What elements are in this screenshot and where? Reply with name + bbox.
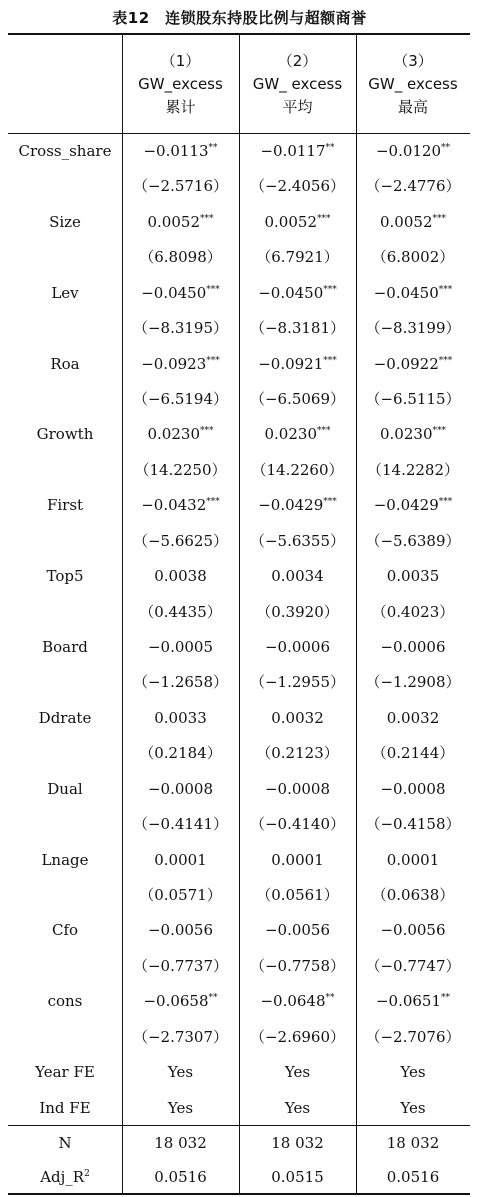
table-cell xyxy=(122,878,239,913)
table-cell xyxy=(356,1126,470,1161)
table-cell-text: −0.0432 xyxy=(141,496,207,515)
table-cell-text: 0.0033 xyxy=(154,708,207,727)
table-cell xyxy=(122,169,239,204)
significance-stars: *** xyxy=(432,426,446,437)
table-cell-text: −0.0923 xyxy=(141,354,207,373)
table-cell-text: （−5.6389） xyxy=(365,531,461,550)
table-cell xyxy=(122,382,239,417)
row-label xyxy=(8,240,122,275)
row-label xyxy=(8,949,122,984)
table-row xyxy=(8,1055,470,1090)
row-label-text: Ddrate xyxy=(38,708,92,727)
significance-stars: *** xyxy=(206,284,220,295)
table-cell-text: （−0.7758） xyxy=(249,956,346,975)
table-cell-text: −0.0056 xyxy=(147,921,214,940)
table-cell-text: −0.0922 xyxy=(373,354,439,373)
table-cell-text: −0.0008 xyxy=(264,779,331,798)
table-cell-text: （6.8002） xyxy=(371,248,455,267)
table-cell xyxy=(122,595,239,630)
table-cell-text: Yes xyxy=(167,1098,194,1117)
table-cell-text: （−2.7076） xyxy=(365,1027,461,1046)
table-row-tstat xyxy=(8,1020,470,1055)
table-row-tstat xyxy=(8,453,470,488)
column-header xyxy=(122,50,239,122)
table-cell-text: 0.0034 xyxy=(271,567,324,586)
table-cell xyxy=(356,488,470,523)
table-cell xyxy=(239,169,356,204)
table-cell xyxy=(239,240,356,275)
table-cell-text: （−5.6355） xyxy=(249,531,346,550)
table-cell-text: （−2.6960） xyxy=(249,1027,346,1046)
column-number: （2） xyxy=(277,52,318,70)
table-cell xyxy=(356,949,470,984)
table-cell xyxy=(122,311,239,346)
table-cell-text: −0.0008 xyxy=(147,779,214,798)
table-row xyxy=(8,488,470,523)
table-cell-text: （−8.3195） xyxy=(132,319,229,338)
table-cell xyxy=(239,1091,356,1126)
table-row xyxy=(8,630,470,665)
table-cell-text: （−8.3181） xyxy=(249,319,346,338)
table-cell-text: （−6.5194） xyxy=(132,390,229,408)
table-cell xyxy=(122,205,239,240)
table-row-tstat xyxy=(8,878,470,913)
row-label xyxy=(8,843,122,878)
row-label xyxy=(8,205,122,240)
table-cell-text: 0.0230 xyxy=(147,425,200,444)
table-cell-text: （−1.2955） xyxy=(249,673,346,692)
row-label xyxy=(8,701,122,736)
table-cell-text: （−1.2658） xyxy=(132,673,229,692)
table-cell-text: −0.0005 xyxy=(147,638,214,657)
table-row xyxy=(8,772,470,807)
row-label-text: Lnage xyxy=(41,850,89,869)
significance-stars: *** xyxy=(317,213,331,224)
row-label xyxy=(8,630,122,665)
table-cell-text: 0.0052 xyxy=(147,212,200,231)
table-cell-text: （−8.3199） xyxy=(365,319,461,338)
table-cell xyxy=(239,772,356,807)
row-label xyxy=(8,1020,122,1055)
table-row xyxy=(8,205,470,240)
row-label-text: Cross_share xyxy=(18,142,112,160)
table-row-tstat xyxy=(8,665,470,700)
table-cell-text: （−0.4140） xyxy=(249,815,346,834)
row-label xyxy=(8,488,122,523)
row-label-text: cons xyxy=(47,992,83,1011)
table-row-tstat xyxy=(8,524,470,559)
table-cell-text: （14.2282） xyxy=(366,460,460,479)
row-label-text: Cfo xyxy=(51,921,79,940)
row-label xyxy=(8,524,122,559)
row-label-text: N xyxy=(58,1134,72,1152)
column-method: 平均 xyxy=(282,98,313,116)
table-cell-text: （−0.7747） xyxy=(365,956,461,975)
row-label-text: Size xyxy=(49,212,81,231)
table-title: 表12 连锁股东持股比例与超额商誉 xyxy=(112,9,367,27)
table-cell-text: （0.2123） xyxy=(256,744,339,763)
row-label xyxy=(8,1091,122,1126)
table-cell-text: （0.2144） xyxy=(371,744,455,763)
table-cell xyxy=(356,1160,470,1195)
table-cell xyxy=(356,665,470,700)
table-cell xyxy=(356,878,470,913)
row-label xyxy=(8,913,122,948)
table-cell xyxy=(122,772,239,807)
significance-stars: *** xyxy=(317,426,331,437)
table-cell xyxy=(356,134,470,169)
table-cell-text: 0.0516 xyxy=(154,1168,207,1186)
table-cell-text: （14.2250） xyxy=(134,460,227,479)
significance-stars: ** xyxy=(208,993,218,1004)
table-cell-text: −0.0006 xyxy=(264,638,331,657)
table-cell-text: （0.0571） xyxy=(139,886,222,905)
row-label xyxy=(8,736,122,771)
row-label-text: Board xyxy=(42,638,88,657)
table-cell-text: −0.0113 xyxy=(143,142,209,160)
significance-stars: *** xyxy=(323,284,337,295)
table-cell-text: （0.4023） xyxy=(371,602,455,621)
table-cell xyxy=(122,1055,239,1090)
table-cell xyxy=(239,453,356,488)
table-cell xyxy=(239,913,356,948)
table-row xyxy=(8,913,470,948)
table-cell xyxy=(239,1055,356,1090)
table-cell xyxy=(356,984,470,1019)
table-cell-text: Yes xyxy=(400,1063,426,1082)
row-label xyxy=(8,595,122,630)
table-cell-text: −0.0429 xyxy=(258,496,324,515)
table-cell-text: （−6.5115） xyxy=(365,390,461,408)
table-cell-text: 0.0001 xyxy=(386,850,440,869)
table-cell xyxy=(239,630,356,665)
table-cell xyxy=(239,701,356,736)
table-cell-text: −0.0056 xyxy=(380,921,446,940)
table-cell xyxy=(356,913,470,948)
table-cell xyxy=(122,949,239,984)
significance-stars: *** xyxy=(438,355,453,366)
table-cell xyxy=(356,807,470,842)
row-label xyxy=(8,1055,122,1090)
table-cell xyxy=(122,134,239,169)
table-cell xyxy=(239,878,356,913)
table-cell xyxy=(356,701,470,736)
table-cell-text: 0.0052 xyxy=(380,212,433,231)
table-cell-text: −0.0006 xyxy=(380,638,446,657)
table-cell xyxy=(356,276,470,311)
table-cell-text: （0.2184） xyxy=(139,744,222,763)
column-header xyxy=(239,50,356,122)
table-cell-text: （0.0561） xyxy=(256,886,339,905)
significance-stars: ** xyxy=(325,993,335,1004)
row-label-text: Ind FE xyxy=(39,1098,91,1117)
table-row xyxy=(8,701,470,736)
table-cell-text: −0.0651 xyxy=(375,992,442,1011)
table-cell-text: 0.0052 xyxy=(264,212,317,231)
table-cell xyxy=(356,595,470,630)
table-cell xyxy=(122,701,239,736)
table-row-tstat xyxy=(8,240,470,275)
table-cell xyxy=(356,843,470,878)
table-cell xyxy=(239,665,356,700)
table-cell-text: （0.0638） xyxy=(371,886,455,905)
row-label xyxy=(8,417,122,452)
table-cell xyxy=(356,524,470,559)
table-row xyxy=(8,1091,470,1126)
table-cell-text: 18 032 xyxy=(386,1134,440,1152)
table-cell xyxy=(356,1020,470,1055)
table-cell-text: −0.0648 xyxy=(260,992,326,1011)
column-method: 最高 xyxy=(397,98,428,116)
table-cell-text: 18 032 xyxy=(271,1134,324,1152)
table-cell-text: （−2.7307） xyxy=(132,1027,229,1046)
row-label-text: Adj_R xyxy=(40,1168,85,1186)
table-cell-text: −0.0008 xyxy=(380,779,446,798)
table-cell xyxy=(122,1126,239,1161)
significance-stars: *** xyxy=(432,213,446,224)
table-cell-text: −0.0450 xyxy=(258,283,324,302)
table-cell-text: 0.0001 xyxy=(271,850,324,869)
table-cell-text: 0.0032 xyxy=(271,708,324,727)
row-label xyxy=(8,1160,122,1195)
table-cell xyxy=(122,913,239,948)
table-cell xyxy=(239,1126,356,1161)
row-label xyxy=(8,984,122,1019)
table-cell-text: （6.8098） xyxy=(139,248,222,267)
table-cell xyxy=(122,807,239,842)
row-label-text: First xyxy=(46,496,84,515)
significance-stars: *** xyxy=(323,497,337,508)
table-row-tstat xyxy=(8,169,470,204)
table-footer-row xyxy=(8,1126,470,1160)
table-cell-text: （−1.2908） xyxy=(365,673,461,692)
table-cell xyxy=(239,1160,356,1195)
table-cell-text: −0.0120 xyxy=(375,142,442,160)
table-row xyxy=(8,559,470,594)
table-cell xyxy=(356,772,470,807)
table-cell xyxy=(122,665,239,700)
table-cell-text: 0.0038 xyxy=(154,567,207,586)
table-cell-text: 18 032 xyxy=(154,1134,207,1152)
table-cell xyxy=(356,1055,470,1090)
row-label xyxy=(8,559,122,594)
table-cell xyxy=(239,843,356,878)
column-variable: GW_excess xyxy=(138,75,223,93)
table-cell xyxy=(239,347,356,382)
table-cell-text: −0.0921 xyxy=(258,354,324,373)
table-row xyxy=(8,417,470,452)
table-cell xyxy=(122,417,239,452)
table-row-tstat xyxy=(8,807,470,842)
table-cell-text: Yes xyxy=(400,1098,426,1117)
column-method: 累计 xyxy=(165,98,196,116)
row-label xyxy=(8,276,122,311)
row-label-text: Growth xyxy=(36,425,94,444)
table-cell xyxy=(122,524,239,559)
table-cell xyxy=(122,488,239,523)
significance-stars: *** xyxy=(206,355,220,366)
table-cell xyxy=(356,1091,470,1126)
table-row xyxy=(8,347,470,382)
table-cell xyxy=(356,630,470,665)
table-cell-text: （−6.5069） xyxy=(249,390,346,408)
table-cell-text: 0.0515 xyxy=(271,1168,324,1186)
table-cell-text: −0.0658 xyxy=(143,992,209,1011)
table-cell xyxy=(356,205,470,240)
table-cell xyxy=(356,382,470,417)
significance-stars: ** xyxy=(441,143,451,153)
significance-stars: *** xyxy=(438,284,453,295)
row-label xyxy=(8,134,122,169)
significance-stars: *** xyxy=(200,213,214,224)
table-cell-text: −0.0450 xyxy=(141,283,207,302)
table-row xyxy=(8,134,470,169)
row-label-text: Year FE xyxy=(35,1063,95,1082)
row-label-text: Top5 xyxy=(46,567,84,586)
table-cell-text: −0.0056 xyxy=(264,921,331,940)
table-cell-text: 0.0516 xyxy=(386,1168,440,1186)
row-label xyxy=(8,1126,122,1161)
table-cell-text: （−0.7737） xyxy=(132,956,229,975)
row-label-text: Dual xyxy=(47,779,83,798)
table-cell xyxy=(356,240,470,275)
significance-stars: *** xyxy=(206,497,220,508)
table-cell-text: 0.0032 xyxy=(386,708,440,727)
table-cell-text: −0.0117 xyxy=(260,142,326,160)
table-cell xyxy=(356,347,470,382)
significance-stars: *** xyxy=(438,497,453,508)
row-label-text: Roa xyxy=(50,354,80,373)
table-cell xyxy=(239,276,356,311)
table-cell xyxy=(239,488,356,523)
row-label xyxy=(8,878,122,913)
table-cell xyxy=(356,311,470,346)
table-cell xyxy=(122,1160,239,1195)
table-cell xyxy=(239,559,356,594)
table-cell-text: 0.0230 xyxy=(264,425,317,444)
table-cell-text: （0.4435） xyxy=(139,602,222,621)
row-label xyxy=(8,382,122,417)
significance-stars: *** xyxy=(323,355,337,366)
table-cell xyxy=(122,276,239,311)
table-cell xyxy=(122,347,239,382)
table-cell xyxy=(356,559,470,594)
significance-stars: *** xyxy=(200,426,214,437)
significance-stars: ** xyxy=(325,143,335,153)
table-cell-text: （−0.4141） xyxy=(132,815,229,834)
row-label xyxy=(8,311,122,346)
row-label-text: Lev xyxy=(51,283,79,302)
table-cell xyxy=(239,1020,356,1055)
table-cell xyxy=(239,205,356,240)
table-cell xyxy=(122,240,239,275)
table-cell xyxy=(122,630,239,665)
table-cell xyxy=(122,736,239,771)
table-row xyxy=(8,276,470,311)
table-cell xyxy=(239,736,356,771)
table-cell-text: −0.0450 xyxy=(373,283,439,302)
row-label xyxy=(8,347,122,382)
table-cell xyxy=(239,524,356,559)
table-footer-row xyxy=(8,1160,470,1194)
table-cell xyxy=(239,949,356,984)
significance-stars: ** xyxy=(208,143,218,153)
table-cell-text: （−2.4776） xyxy=(365,177,461,196)
column-number: （3） xyxy=(393,52,433,70)
table-cell xyxy=(239,595,356,630)
column-variable: GW_ excess xyxy=(368,75,458,93)
table-cell xyxy=(122,1091,239,1126)
table-cell xyxy=(239,417,356,452)
table-row xyxy=(8,843,470,878)
table-cell-text: （−0.4158） xyxy=(365,815,461,834)
row-label xyxy=(8,453,122,488)
table-cell xyxy=(122,843,239,878)
table-cell-text: （14.2260） xyxy=(251,460,344,479)
column-header xyxy=(356,50,470,122)
row-label xyxy=(8,169,122,204)
table-cell xyxy=(356,417,470,452)
row-label xyxy=(8,807,122,842)
table-cell-text: （−2.4056） xyxy=(249,177,346,196)
table-row-tstat xyxy=(8,949,470,984)
table-cell xyxy=(356,736,470,771)
table-cell xyxy=(122,984,239,1019)
significance-stars: 2 xyxy=(84,1169,90,1179)
table-cell xyxy=(239,134,356,169)
table-cell-text: （−2.5716） xyxy=(132,177,229,196)
table-cell-text: 0.0035 xyxy=(386,567,440,586)
table-cell-text: 0.0230 xyxy=(380,425,433,444)
row-label xyxy=(8,665,122,700)
table-cell-text: Yes xyxy=(167,1063,194,1082)
table-cell-text: （0.3920） xyxy=(256,602,339,621)
table-cell xyxy=(239,382,356,417)
column-variable: GW_ excess xyxy=(252,75,343,93)
table-cell-text: −0.0429 xyxy=(373,496,439,515)
table-row-tstat xyxy=(8,595,470,630)
table-cell xyxy=(239,807,356,842)
table-cell xyxy=(122,453,239,488)
table-cell xyxy=(122,559,239,594)
table-cell xyxy=(122,1020,239,1055)
table-cell xyxy=(356,169,470,204)
row-label xyxy=(8,772,122,807)
table-cell xyxy=(239,311,356,346)
table-row-tstat xyxy=(8,311,470,346)
table-cell-text: （6.7921） xyxy=(256,248,339,267)
significance-stars: ** xyxy=(441,993,451,1004)
table-cell-text: （−5.6625） xyxy=(132,531,229,550)
table-cell xyxy=(356,453,470,488)
table-row-tstat xyxy=(8,382,470,417)
table-cell-text: Yes xyxy=(284,1063,311,1082)
column-number: （1） xyxy=(160,52,201,70)
table-cell-text: Yes xyxy=(284,1098,311,1117)
table-row-tstat xyxy=(8,736,470,771)
table-cell xyxy=(239,984,356,1019)
table-cell-text: 0.0001 xyxy=(154,850,207,869)
table-row xyxy=(8,984,470,1019)
